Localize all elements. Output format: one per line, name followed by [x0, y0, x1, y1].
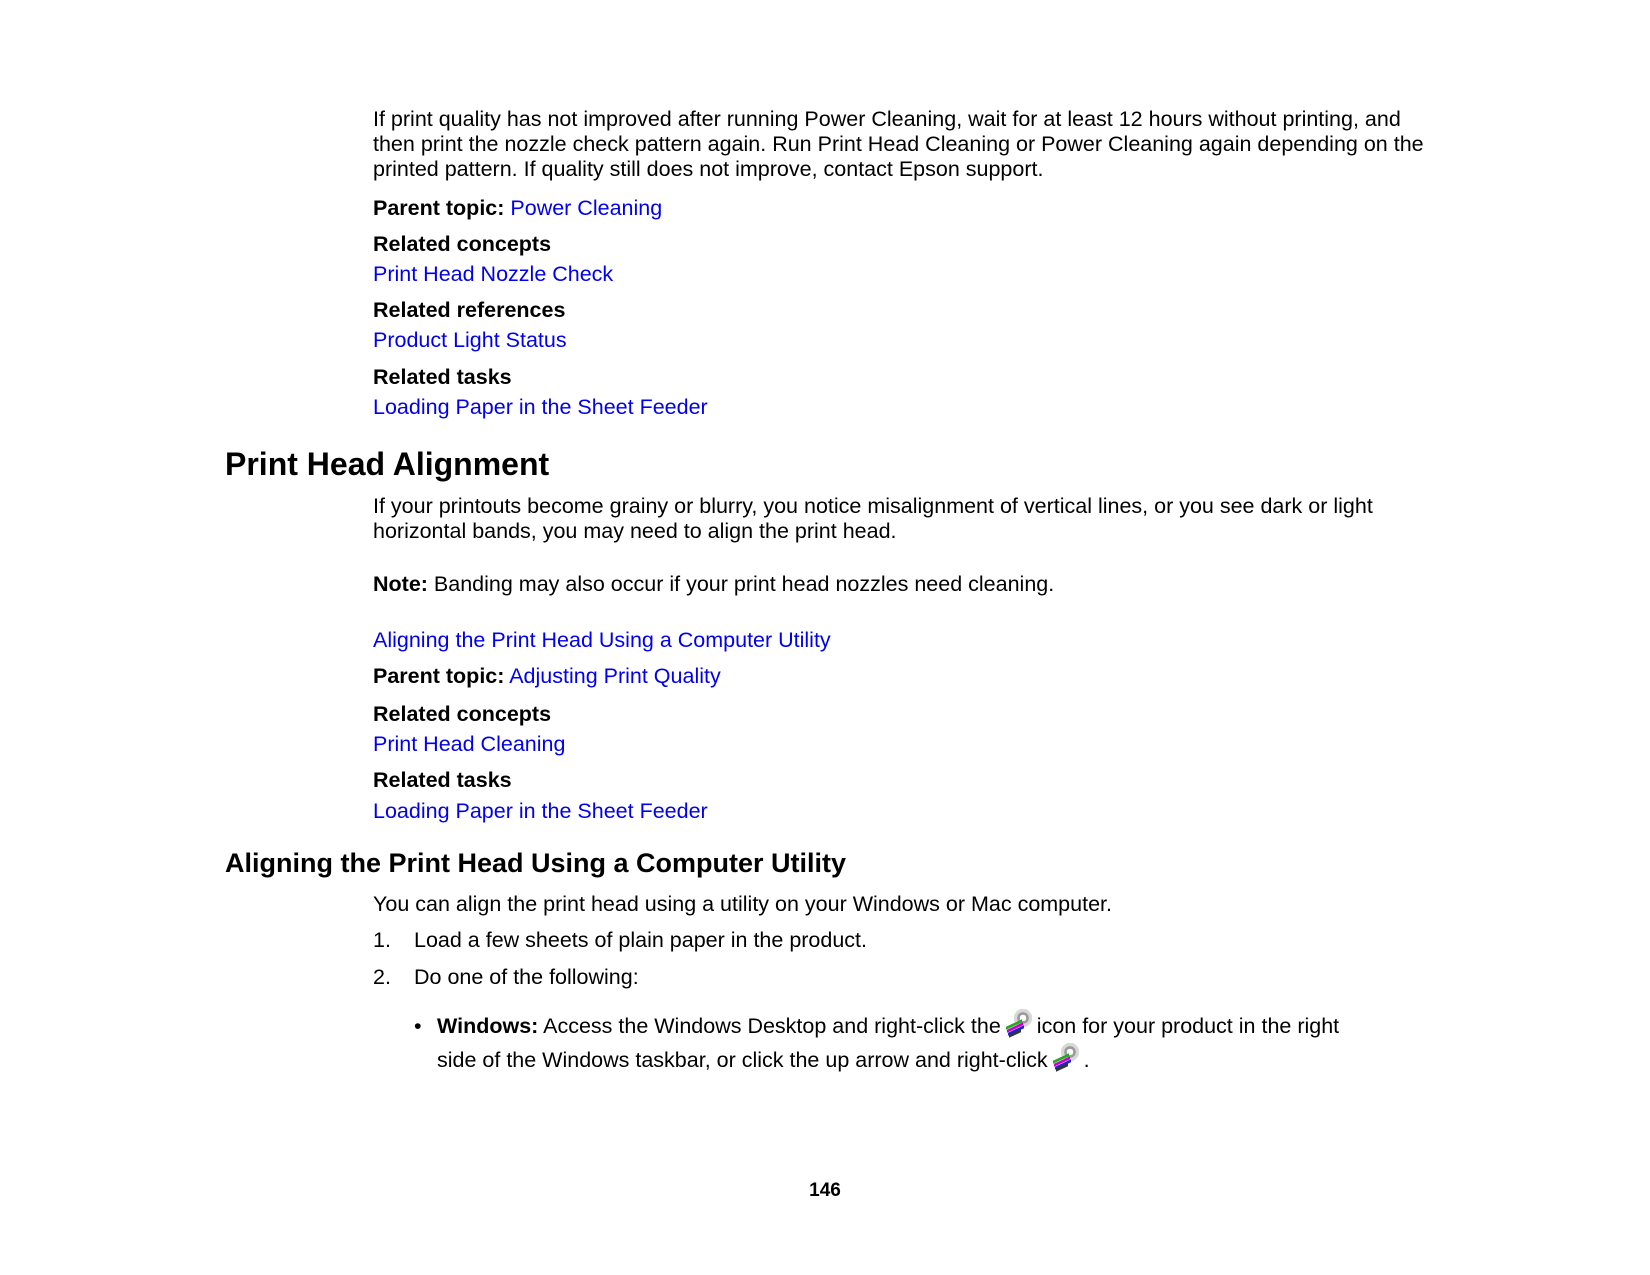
- alignment-parent-topic: [373, 664, 1433, 689]
- parent-topic-label: Parent topic:: [373, 664, 505, 688]
- related-concepts-label: Related concepts: [373, 702, 552, 726]
- windows-label: Windows:: [437, 1014, 539, 1038]
- bullet-text-c: side of the Windows taskbar, or click the up arrow and right-click: [437, 1048, 1048, 1072]
- bullet-text-a: Access the Windows Desktop and right-click the: [543, 1014, 1001, 1038]
- print-head-cleaning-link[interactable]: Print Head Cleaning: [373, 732, 566, 756]
- related-tasks-label: Related tasks: [373, 365, 512, 389]
- note-label: Note:: [373, 572, 428, 596]
- parent-topic-label: Parent topic:: [373, 196, 505, 220]
- step-number: 2.: [373, 965, 391, 989]
- related-tasks-label: Related tasks: [373, 768, 512, 792]
- utility-paragraph: You can align the print head using a utility on your Windows or Mac computer.: [373, 892, 1112, 916]
- print-head-alignment-heading: Print Head Alignment: [225, 446, 550, 482]
- printer-utility-icon: [1004, 1009, 1034, 1037]
- note-text: Banding may also occur if your print head nozzles need cleaning.: [433, 572, 1055, 596]
- page-number: 146: [809, 1180, 841, 1201]
- step-text: Do one of the following:: [414, 965, 639, 989]
- adjusting-print-quality-link[interactable]: Adjusting Print Quality: [509, 664, 721, 688]
- alignment-paragraph: If your printouts become grainy or blurry, you notice misalignment of vertical lines, or you see dark or light horizontal bands, you may need to align the print head.: [373, 494, 1373, 543]
- aligning-utility-heading: Aligning the Print Head Using a Computer Utility: [225, 848, 847, 878]
- product-light-status-link[interactable]: Product Light Status: [373, 328, 567, 352]
- note: [373, 572, 1433, 597]
- parent-topic: [373, 196, 1433, 221]
- loading-paper-link[interactable]: Loading Paper in the Sheet Feeder: [373, 395, 708, 419]
- step-text: Load a few sheets of plain paper in the product.: [414, 928, 868, 952]
- step-1: [373, 928, 867, 953]
- power-cleaning-link[interactable]: Power Cleaning: [510, 196, 663, 220]
- bullet-text-d: .: [1083, 1048, 1090, 1072]
- related-references-label: Related references: [373, 298, 566, 322]
- printer-utility-icon: [1051, 1043, 1081, 1071]
- intro-paragraph: If print quality has not improved after running Power Cleaning, wait for at least 12 hours without printing, and then print the nozzle check pattern again. Run Print Head Cleaning or Power Cleaning again depending on the printed pattern. If quality still does not improve, contact Epson support.: [373, 107, 1424, 181]
- bullet-text-b: icon for your product in the right: [1036, 1014, 1340, 1038]
- windows-bullet: [414, 1009, 1434, 1077]
- related-concepts-label: Related concepts: [373, 232, 552, 256]
- print-head-nozzle-check-link[interactable]: Print Head Nozzle Check: [373, 262, 614, 286]
- loading-paper-link[interactable]: Loading Paper in the Sheet Feeder: [373, 799, 708, 823]
- step-2: [373, 965, 639, 990]
- bullet-symbol: •: [414, 1014, 422, 1038]
- step-number: 1.: [373, 928, 391, 952]
- aligning-computer-utility-link[interactable]: Aligning the Print Head Using a Computer Utility: [373, 628, 831, 652]
